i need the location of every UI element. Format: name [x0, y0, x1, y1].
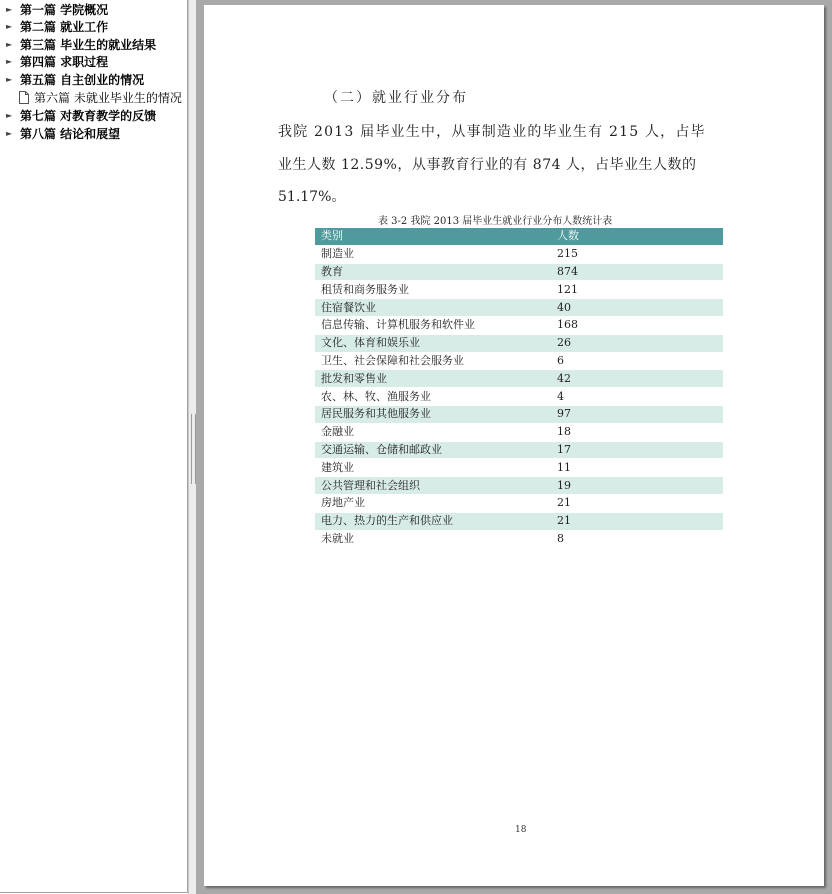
count-cell: 874	[551, 263, 723, 281]
category-cell: 金融业	[315, 423, 551, 441]
expand-triangle-icon[interactable]: ►	[6, 56, 13, 66]
bookmark-label: 第一篇 学院概况	[20, 2, 109, 17]
table-row	[315, 334, 723, 352]
bookmark-item[interactable]	[0, 88, 186, 106]
category-cell: 公共管理和社会组织	[315, 477, 551, 495]
document-page	[204, 5, 824, 886]
count-cell: 215	[551, 245, 723, 263]
count-cell: 8	[551, 530, 723, 548]
table-row	[315, 423, 723, 441]
category-cell: 房地产业	[315, 494, 551, 512]
expand-triangle-icon[interactable]: ►	[6, 128, 13, 138]
bookmark-item[interactable]	[0, 0, 186, 18]
bookmark-sidebar	[0, 0, 188, 893]
expand-triangle-icon[interactable]: ►	[6, 74, 13, 84]
bookmark-item[interactable]	[0, 35, 186, 53]
table-row	[315, 316, 723, 334]
section-heading: （二）就业行业分布	[324, 90, 468, 106]
count-cell: 40	[551, 299, 723, 317]
category-cell: 文化、体育和娱乐业	[315, 334, 551, 352]
table-header-row	[315, 228, 723, 245]
table-caption: 表 3-2 我院 2013 届毕业生就业行业分布人数统计表	[378, 216, 613, 227]
table-row	[315, 370, 723, 388]
category-cell: 未就业	[315, 530, 551, 548]
table-row	[315, 245, 723, 263]
count-cell: 18	[551, 423, 723, 441]
industry-distribution-table	[315, 228, 723, 548]
document-viewer[interactable]	[196, 0, 832, 894]
bookmark-label: 第三篇 毕业生的就业结果	[20, 37, 157, 52]
category-cell: 交通运输、仓储和邮政业	[315, 441, 551, 459]
count-cell: 42	[551, 370, 723, 388]
expand-triangle-icon[interactable]: ►	[6, 4, 13, 14]
bookmark-label: 第八篇 结论和展望	[20, 126, 121, 141]
table-row	[315, 405, 723, 423]
count-cell: 168	[551, 316, 723, 334]
expand-triangle-icon[interactable]: ►	[6, 110, 13, 120]
bookmark-item[interactable]	[0, 70, 186, 88]
count-cell: 21	[551, 494, 723, 512]
table-row	[315, 281, 723, 299]
expand-triangle-icon[interactable]: ►	[6, 21, 13, 31]
table-row	[315, 263, 723, 281]
paragraph-line: 51.17%。	[278, 189, 346, 205]
paragraph-line: 业生人数 12.59%，从事教育行业的有 874 人，占毕业生人数的	[278, 157, 697, 173]
count-cell: 4	[551, 388, 723, 406]
count-cell: 21	[551, 512, 723, 530]
category-cell: 租赁和商务服务业	[315, 281, 551, 299]
category-cell: 电力、热力的生产和供应业	[315, 512, 551, 530]
bookmark-label: 第二篇 就业工作	[20, 19, 109, 34]
bookmark-item[interactable]	[0, 124, 186, 142]
count-cell: 19	[551, 477, 723, 495]
category-cell: 住宿餐饮业	[315, 299, 551, 317]
count-cell: 6	[551, 352, 723, 370]
table-row	[315, 299, 723, 317]
expand-triangle-icon[interactable]: ►	[6, 39, 13, 49]
count-cell: 97	[551, 405, 723, 423]
bookmark-label: 第七篇 对教育教学的反馈	[20, 108, 157, 123]
table-row	[315, 441, 723, 459]
category-cell: 批发和零售业	[315, 370, 551, 388]
page-number: 18	[515, 825, 527, 835]
bookmark-label: 第六篇 未就业毕业生的情况	[34, 90, 182, 105]
table-row	[315, 459, 723, 477]
category-cell: 建筑业	[315, 459, 551, 477]
bookmark-label: 第五篇 自主创业的情况	[20, 72, 145, 87]
bookmark-item[interactable]	[0, 17, 186, 35]
category-cell: 卫生、社会保障和社会服务业	[315, 352, 551, 370]
document-icon	[19, 91, 29, 104]
category-cell: 农、林、牧、渔服务业	[315, 388, 551, 406]
table-row	[315, 494, 723, 512]
paragraph-line: 我院 2013 届毕业生中，从事制造业的毕业生有 215 人，占毕	[278, 124, 706, 140]
category-cell: 信息传输、计算机服务和软件业	[315, 316, 551, 334]
bookmark-item[interactable]	[0, 106, 186, 124]
column-header: 类别	[315, 228, 551, 245]
category-cell: 居民服务和其他服务业	[315, 405, 551, 423]
table-row	[315, 388, 723, 406]
column-header: 人数	[551, 228, 723, 245]
count-cell: 26	[551, 334, 723, 352]
count-cell: 121	[551, 281, 723, 299]
category-cell: 制造业	[315, 245, 551, 263]
table-row	[315, 477, 723, 495]
category-cell: 教育	[315, 263, 551, 281]
count-cell: 17	[551, 441, 723, 459]
table-row	[315, 512, 723, 530]
count-cell: 11	[551, 459, 723, 477]
bookmark-item[interactable]	[0, 52, 186, 70]
table-row	[315, 352, 723, 370]
bookmark-label: 第四篇 求职过程	[20, 54, 109, 69]
table-row	[315, 530, 723, 548]
